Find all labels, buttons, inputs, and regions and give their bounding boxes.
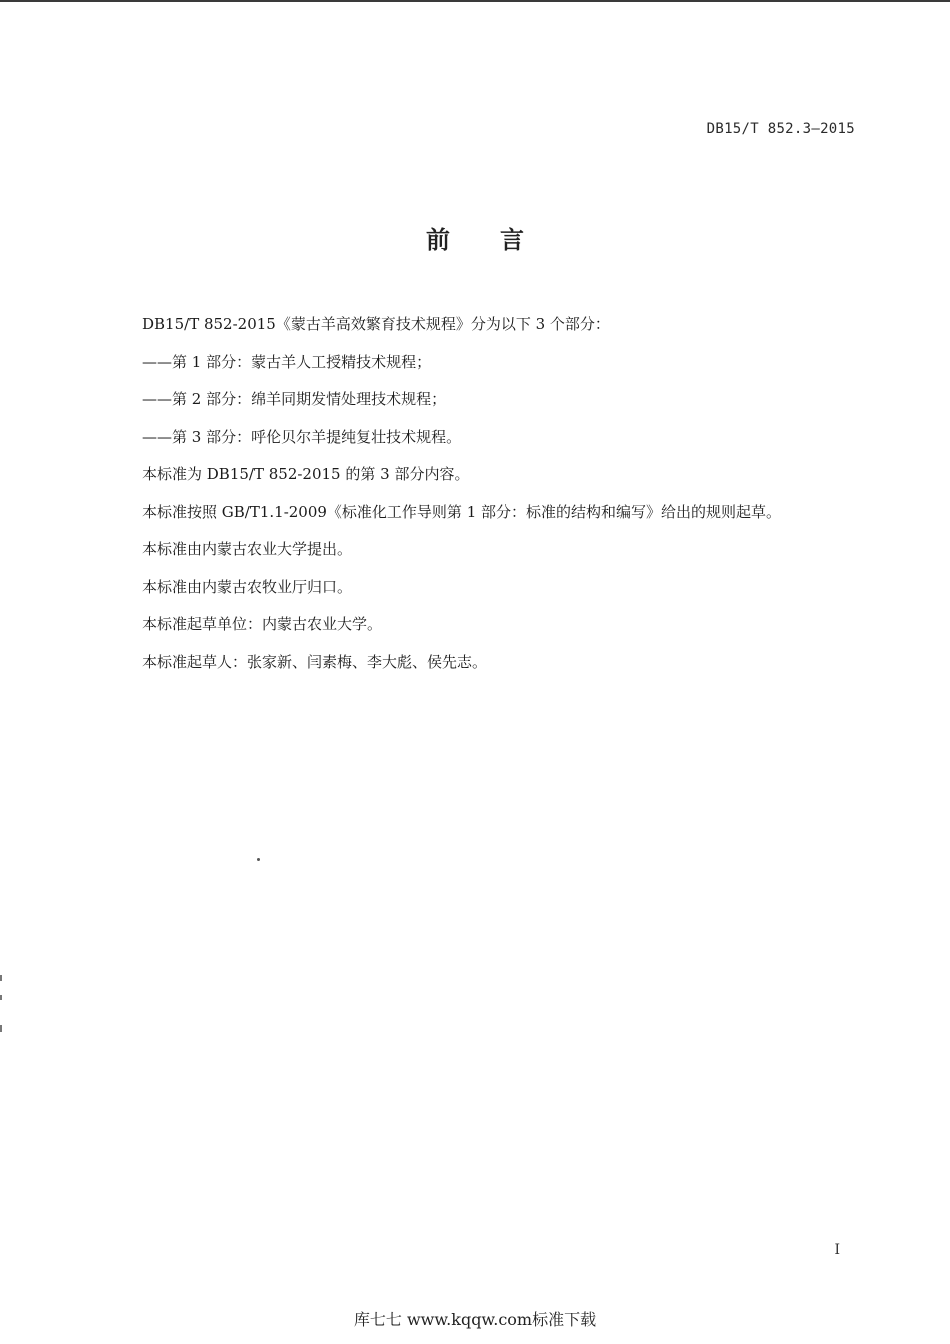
margin-mark [0, 975, 2, 981]
page-title: 前言 [426, 226, 574, 254]
margin-mark [0, 995, 2, 1000]
download-watermark: 库七七 www.kqqw.com标准下载 [353, 1310, 597, 1329]
margin-mark [0, 1025, 2, 1032]
paragraph-parts-intro: DB15/T 852-2015《蒙古羊高效繁育技术规程》分为以下 3 个部分： [142, 315, 610, 333]
document-code: DB15/T 852.3—2015 [706, 121, 855, 137]
paragraph-centralized-by: 本标准由内蒙古农牧业厅归口。 [142, 577, 353, 596]
foreword-body [142, 314, 842, 689]
paragraph-scope: 本标准为 DB15/T 852-2015 的第 3 部分内容。 [142, 465, 470, 483]
paragraph-drafting-rules: 本标准按照 GB/T1.1-2009《标准化工作导则第 1 部分：标准的结构和编写》给出的规则起草。 [142, 502, 782, 521]
paragraph-part-2: ——第 2 部分：绵羊同期发情处理技术规程； [142, 390, 447, 408]
scan-speck [257, 858, 260, 861]
scan-top-edge [0, 0, 950, 2]
paragraph-proposer: 本标准由内蒙古农业大学提出。 [142, 540, 353, 558]
page-number: I [834, 1242, 840, 1258]
paragraph-drafting-unit: 本标准起草单位：内蒙古农业大学。 [142, 615, 383, 633]
paragraph-part-1: ——第 1 部分：蒙古羊人工授精技术规程； [142, 352, 432, 371]
paragraph-part-3: ——第 3 部分：呼伦贝尔羊提纯复壮技术规程。 [142, 427, 462, 446]
paragraph-drafters: 本标准起草人：张家新、闫素梅、李大彪、侯先志。 [142, 652, 488, 671]
